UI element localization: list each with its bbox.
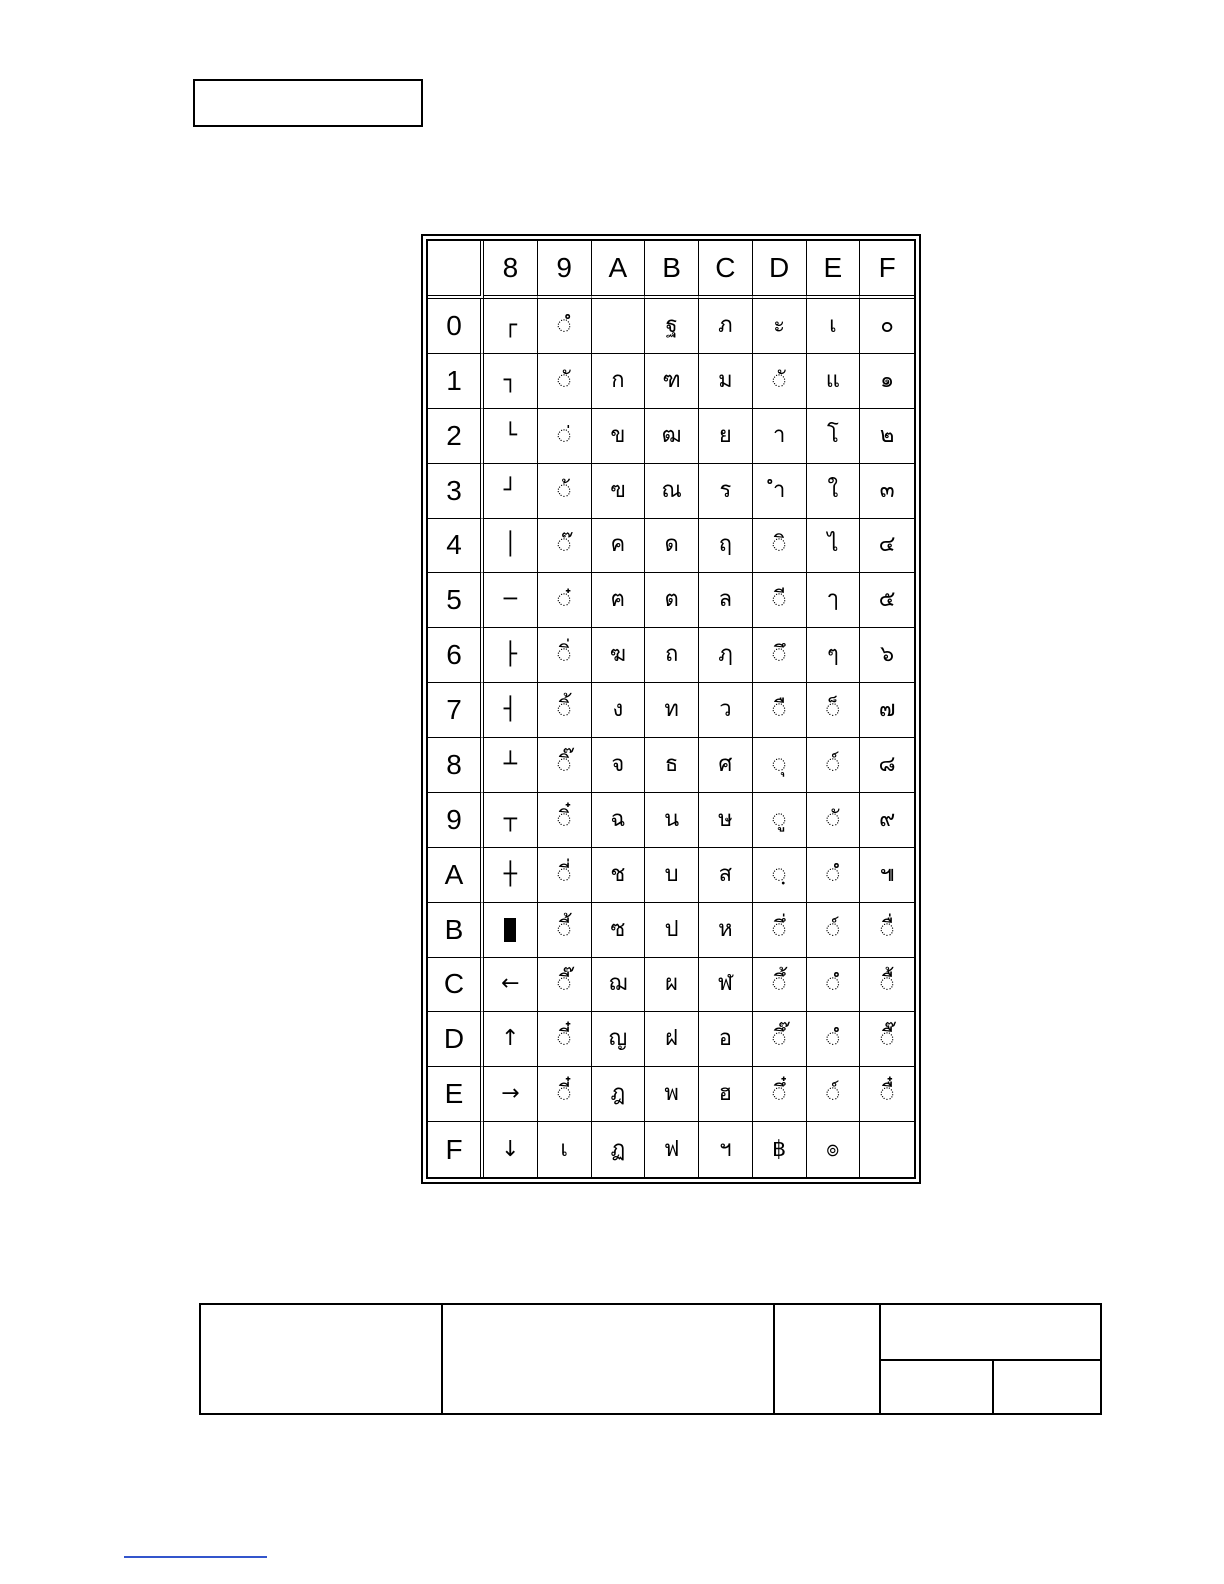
table-cell: ◌ึ๋ — [753, 1067, 807, 1122]
table-cell: ◌๋ — [538, 573, 592, 628]
page-link-underline — [124, 1556, 267, 1558]
table-cell: ├ — [484, 628, 538, 683]
table-cell: ┬ — [484, 793, 538, 848]
table-cell: ฅ — [592, 573, 646, 628]
table-cell: ◌ํ — [807, 1012, 861, 1067]
table-cell: ๕ — [860, 573, 914, 628]
row-header: 7 — [428, 683, 484, 738]
table-cell — [592, 299, 646, 354]
table-cell: ฆ — [592, 628, 646, 683]
solid-block-glyph — [504, 918, 516, 942]
column-header: D — [753, 241, 807, 299]
table-cell: ฉ — [592, 793, 646, 848]
table-cell: ◌ั — [538, 354, 592, 409]
title-block-divider — [441, 1305, 443, 1413]
table-cell: ◌์ — [807, 738, 861, 793]
table-cell: ๅ — [807, 573, 861, 628]
column-header: C — [699, 241, 753, 299]
table-cell: ๒ — [860, 409, 914, 464]
table-cell: ◌ี่ — [538, 848, 592, 903]
table-cell: ๆ — [807, 628, 861, 683]
table-cell: เ — [538, 1122, 592, 1177]
table-cell: ◌ิ๋ — [538, 793, 592, 848]
table-cell: ◌ื่ — [860, 903, 914, 958]
row-header: 4 — [428, 519, 484, 574]
table-cell: ◌ึ — [753, 628, 807, 683]
table-cell: ◌ฺ — [753, 848, 807, 903]
table-cell: ฦ — [699, 628, 753, 683]
table-cell: ง — [592, 683, 646, 738]
table-cell: ล — [699, 573, 753, 628]
table-cell: ๘ — [860, 738, 914, 793]
row-header: 2 — [428, 409, 484, 464]
row-header: B — [428, 903, 484, 958]
table-cell: ◌็ — [807, 683, 861, 738]
table-cell: ┌ — [484, 299, 538, 354]
table-cell: ณ — [645, 464, 699, 519]
table-corner-cell — [428, 241, 484, 299]
table-cell: ┴ — [484, 738, 538, 793]
table-cell: ┘ — [484, 464, 538, 519]
table-cell: ◌ิ้ — [538, 683, 592, 738]
table-cell: ┤ — [484, 683, 538, 738]
table-cell: ฌ — [592, 958, 646, 1013]
table-cell: ๚ — [860, 848, 914, 903]
table-cell: ห — [699, 903, 753, 958]
table-cell: ◌ิ๊ — [538, 738, 592, 793]
table-cell: ◌๊ — [538, 519, 592, 574]
table-cell: ◌ึ๊ — [753, 1012, 807, 1067]
table-cell: ม — [699, 354, 753, 409]
table-cell: ◌ั — [753, 354, 807, 409]
row-header: 3 — [428, 464, 484, 519]
table-cell: ะ — [753, 299, 807, 354]
table-cell: ย — [699, 409, 753, 464]
table-cell: ◌์ — [807, 1067, 861, 1122]
table-cell: │ — [484, 519, 538, 574]
table-cell: ฟ — [645, 1122, 699, 1177]
table-cell: จ — [592, 738, 646, 793]
table-cell: ฎ — [592, 1067, 646, 1122]
table-cell: า — [753, 409, 807, 464]
title-block-divider — [773, 1305, 775, 1413]
table-cell: ๑ — [860, 354, 914, 409]
title-block — [199, 1303, 1102, 1415]
table-cell: อ — [699, 1012, 753, 1067]
table-cell: ◌์ — [807, 903, 861, 958]
table-cell: โ — [807, 409, 861, 464]
table-cell: ฏ — [592, 1122, 646, 1177]
table-cell: ┼ — [484, 848, 538, 903]
label-box — [193, 79, 423, 127]
table-cell: ข — [592, 409, 646, 464]
table-cell: ◌ื๊ — [860, 1012, 914, 1067]
table-cell: ๔ — [860, 519, 914, 574]
row-header: 8 — [428, 738, 484, 793]
table-cell: ๓ — [860, 464, 914, 519]
table-cell: ◌ึ้ — [753, 958, 807, 1013]
table-cell: ๗ — [860, 683, 914, 738]
table-cell: ท — [645, 683, 699, 738]
table-cell: ◌ี้ — [538, 903, 592, 958]
table-cell: ◌ุ — [753, 738, 807, 793]
table-cell: ◌ั — [807, 793, 861, 848]
column-header: B — [645, 241, 699, 299]
table-cell: ฝ — [645, 1012, 699, 1067]
row-header: 5 — [428, 573, 484, 628]
table-cell: ไ — [807, 519, 861, 574]
table-cell: ป — [645, 903, 699, 958]
table-cell: ◌ํ — [807, 958, 861, 1013]
title-block-divider — [992, 1359, 994, 1413]
table-cell: ฃ — [592, 464, 646, 519]
table-cell: ำ — [753, 464, 807, 519]
table-cell: เ — [807, 299, 861, 354]
table-cell: ◌้ — [538, 464, 592, 519]
table-cell: ว — [699, 683, 753, 738]
table-cell: ← — [484, 958, 538, 1013]
code-page-table — [426, 239, 916, 1179]
table-cell: ◌ี๊ — [538, 958, 592, 1013]
table-cell: └ — [484, 409, 538, 464]
table-cell: ◌ี๋ — [538, 1012, 592, 1067]
table-cell: ผ — [645, 958, 699, 1013]
table-cell — [860, 1122, 914, 1177]
table-cell: ๖ — [860, 628, 914, 683]
table-cell: ค — [592, 519, 646, 574]
row-header: 6 — [428, 628, 484, 683]
column-header: A — [592, 241, 646, 299]
table-cell: ◌ู — [753, 793, 807, 848]
table-cell: บ — [645, 848, 699, 903]
table-cell: ษ — [699, 793, 753, 848]
row-header: A — [428, 848, 484, 903]
table-cell: ธ — [645, 738, 699, 793]
table-cell: ◌ึ่ — [753, 903, 807, 958]
table-cell: ↓ — [484, 1122, 538, 1177]
row-header: D — [428, 1012, 484, 1067]
table-cell: ต — [645, 573, 699, 628]
table-cell: ◌ื้ — [860, 958, 914, 1013]
column-header: F — [860, 241, 914, 299]
table-cell: ◌ิ่ — [538, 628, 592, 683]
table-cell: ก — [592, 354, 646, 409]
table-cell: แ — [807, 354, 861, 409]
table-cell: ถ — [645, 628, 699, 683]
table-cell: ◌ํ — [807, 848, 861, 903]
table-cell: ๏ — [807, 1122, 861, 1177]
row-header: C — [428, 958, 484, 1013]
table-cell: ๐ — [860, 299, 914, 354]
row-header: E — [428, 1067, 484, 1122]
table-cell: ฬ — [699, 958, 753, 1013]
row-header: 1 — [428, 354, 484, 409]
table-cell: → — [484, 1067, 538, 1122]
row-header: 0 — [428, 299, 484, 354]
table-cell: ─ — [484, 573, 538, 628]
table-cell: ◌ี๋ — [538, 1067, 592, 1122]
code-page-table-frame — [421, 234, 921, 1184]
row-header: 9 — [428, 793, 484, 848]
table-cell: ญ — [592, 1012, 646, 1067]
table-cell: ฿ — [753, 1122, 807, 1177]
table-cell: ส — [699, 848, 753, 903]
table-cell: ใ — [807, 464, 861, 519]
table-cell: ภ — [699, 299, 753, 354]
table-cell: ศ — [699, 738, 753, 793]
table-cell: ◌่ — [538, 409, 592, 464]
row-header: F — [428, 1122, 484, 1177]
table-cell: ฐ — [645, 299, 699, 354]
table-cell: พ — [645, 1067, 699, 1122]
table-cell: น — [645, 793, 699, 848]
title-block-divider — [879, 1359, 1100, 1361]
table-cell: ฒ — [645, 409, 699, 464]
column-header: 8 — [484, 241, 538, 299]
table-cell: ฤ — [699, 519, 753, 574]
table-cell: ร — [699, 464, 753, 519]
table-cell: ◌ี — [753, 573, 807, 628]
table-cell: ◌ิ — [753, 519, 807, 574]
table-cell: ◌ื๋ — [860, 1067, 914, 1122]
column-header: 9 — [538, 241, 592, 299]
table-cell: ฯ — [699, 1122, 753, 1177]
table-cell: ┐ — [484, 354, 538, 409]
table-cell: ↑ — [484, 1012, 538, 1067]
table-cell: ช — [592, 848, 646, 903]
table-cell: ◌ื — [753, 683, 807, 738]
table-cell: ฑ — [645, 354, 699, 409]
table-cell: ๙ — [860, 793, 914, 848]
table-cell: ◌ํ — [538, 299, 592, 354]
column-header: E — [807, 241, 861, 299]
table-cell: ด — [645, 519, 699, 574]
table-cell: ซ — [592, 903, 646, 958]
table-cell: ฮ — [699, 1067, 753, 1122]
table-cell — [484, 903, 538, 958]
